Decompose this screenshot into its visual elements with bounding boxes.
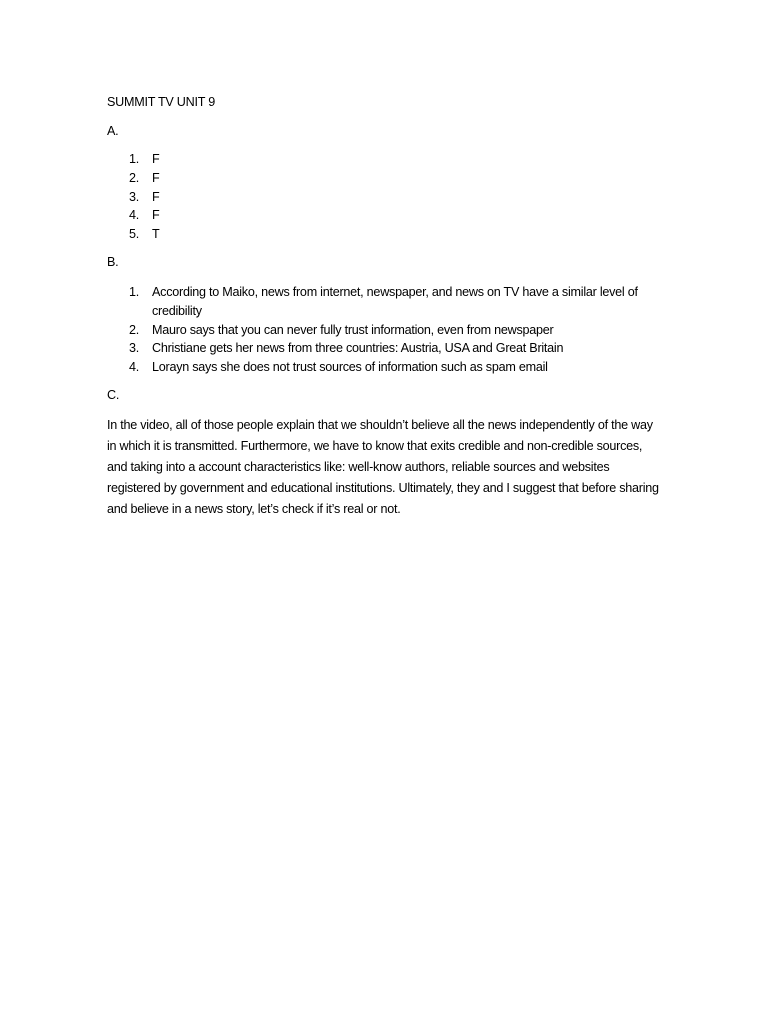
list-item — [107, 321, 662, 340]
list-item-text: F — [152, 152, 160, 166]
list-item-number: 4. — [129, 208, 140, 223]
list-item — [107, 169, 662, 188]
list-item — [107, 188, 662, 207]
document-title: SUMMIT TV UNIT 9 — [107, 95, 215, 109]
list-item-text: Lorayn says she does not trust sources of information such as spam email — [152, 360, 548, 375]
section-a-label: A. — [107, 124, 119, 138]
list-item-number: 2. — [129, 322, 140, 337]
list-item-number: 2. — [129, 170, 140, 185]
list-item-text: F — [152, 189, 160, 204]
list-item-text: According to Maiko, news from internet, newspaper, and news on TV have a similar level of credibility — [152, 285, 638, 318]
list-item-number: 3. — [129, 341, 140, 356]
section-c-paragraph: In the video, all of those people explain that we shouldn’t believe all the news independently of the way in which it is transmitted. Furthermore, we have to know that exits credible and non-credible sources, and taking into a account characteristics like: well-know authors, reliable sources and websites registered by government and educational institutions. Ultimately, they and I suggest that before sharing and believe in a news story, let’s check if it’s real or not. — [107, 418, 659, 516]
list-item-text: F — [152, 170, 160, 185]
list-item-number: 4. — [129, 360, 140, 375]
list-item — [107, 150, 662, 169]
list-item-text: T — [152, 227, 160, 242]
section-b-list — [107, 283, 662, 377]
list-item — [107, 225, 662, 244]
list-item-number: 1. — [129, 152, 140, 166]
list-item-text: Mauro says that you can never fully trust information, even from newspaper — [152, 322, 554, 337]
section-c-label: C. — [107, 388, 120, 402]
list-item-text: Christiane gets her news from three countries: Austria, USA and Great Britain — [152, 341, 564, 356]
section-a-list — [107, 150, 662, 244]
list-item — [107, 283, 662, 321]
list-item — [107, 206, 662, 225]
list-item-text: F — [152, 208, 160, 223]
section-b-label: B. — [107, 255, 119, 269]
list-item — [107, 339, 662, 358]
list-item-number: 3. — [129, 189, 140, 204]
list-item-number: 1. — [129, 285, 140, 299]
list-item — [107, 358, 662, 377]
list-item-number: 5. — [129, 227, 140, 242]
